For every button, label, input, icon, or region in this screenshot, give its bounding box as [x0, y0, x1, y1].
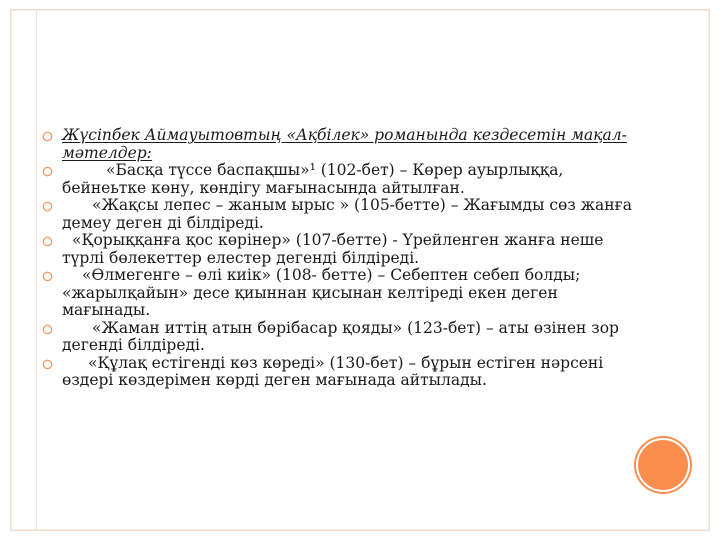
list-item-text: «Құлақ естігенді көз көреді» (130-бет) – бұрын естіген нәрсені өздері көздерімен көрді деген мағынада айтылады. — [62, 353, 604, 389]
frame-left-rule — [36, 9, 37, 531]
circle-outline-icon — [42, 166, 53, 177]
circle-outline-icon — [42, 271, 53, 282]
list-item-text: «Қорыққанға қос көрінер» (107-бетте) - Үрейленген жанға неше түрлі бөлекеттер елестер дегенді білдіреді. — [62, 231, 604, 267]
list-item — [42, 197, 632, 232]
list-item-text: «Басқа түссе баспақшы»¹ (102-бет) – Көрер ауырлыққа, бейнеьтке көну, көндігу мағынасында айтылған. — [62, 161, 564, 197]
list-item-text: «Өлмегенге – өлі киік» (108- бетте) – Себептен себеп болды; «жарылқайын» десе қиыннан қисынан келтіреді екен деген мағынады. — [62, 266, 581, 319]
list-item — [42, 162, 632, 197]
list-item — [42, 320, 632, 355]
list-item-text: «Жақсы лепес – жаным ырыс » (105-бетте) – Жағымды сөз жанға демеу деген ді білдіреді. — [62, 196, 632, 232]
list-item-text: «Жаман иттің атын бөрібасар қояды» (123-бет) – аты өзінен зор дегенді білдіреді. — [62, 318, 619, 354]
circle-outline-icon — [42, 201, 53, 212]
circle-outline-icon — [42, 131, 53, 142]
list-item — [42, 267, 632, 320]
circle-outline-icon — [42, 236, 53, 247]
list-item — [42, 232, 632, 267]
circle-outline-icon — [42, 359, 53, 370]
decorative-orange-circle — [638, 440, 688, 490]
list-item — [42, 127, 632, 162]
circle-outline-icon — [42, 324, 53, 335]
bullet-list — [42, 127, 632, 390]
list-item — [42, 355, 632, 390]
list-heading: Жүсіпбек Аймауытовтың «Ақбілек» романында кездесетін мақал-мәтелдер: — [62, 126, 627, 162]
